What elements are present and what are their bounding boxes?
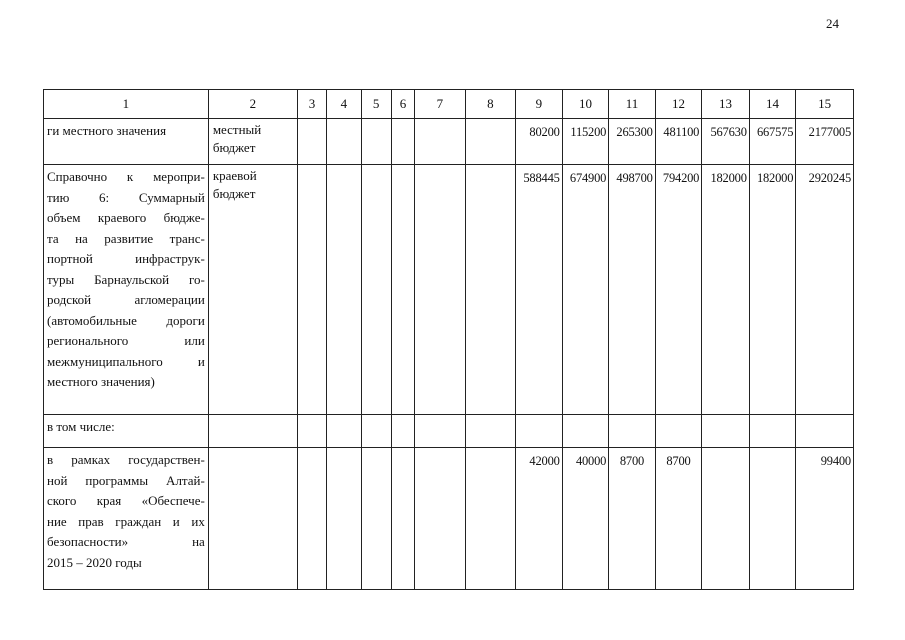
table-row [44,448,854,590]
value-cell: 8700 [609,448,656,590]
description-line: ной программы Алтай- [47,472,205,488]
budget-table [43,89,854,590]
value-cell: 265300 [609,119,656,165]
budget-source [208,415,297,448]
description-line: родской агломерации [47,292,205,307]
row-description [44,415,209,448]
value-cell: 2177005 [796,119,854,165]
description-line: та на развитие транс- [47,230,205,246]
row-description [44,119,209,165]
value-cell: 674900 [562,165,609,415]
description-line: местного значения) [47,374,155,389]
value-cell [749,415,796,448]
value-cell: 2920245 [796,165,854,415]
description-line: межмуниципального и [47,353,205,369]
budget-source: краевой бюджет [208,165,297,415]
page-number: 24 [826,16,839,31]
description-line: безопасности» на [47,534,205,549]
value-cell [796,415,854,448]
value-cell [749,448,796,590]
value-cell: 40000 [562,448,609,590]
row-description [44,165,209,415]
header-cell: 3 [297,90,326,119]
table-row [44,415,854,448]
description-line: ги местного значения [47,123,167,138]
value-cell [609,415,656,448]
header-cell: 4 [327,90,361,119]
description-line: ние прав граждан и их [47,513,205,529]
budget-source [208,448,297,590]
value-cell: 80200 [516,119,563,165]
header-cell: 6 [391,90,414,119]
header-cell: 15 [796,90,854,119]
value-cell [655,415,702,448]
description-line: Справочно к меропри- [47,169,205,184]
value-cell: 667575 [749,119,796,165]
value-cell: 794200 [655,165,702,415]
value-cell: 182000 [702,165,750,415]
value-cell: 588445 [516,165,563,415]
value-cell: 567630 [702,119,750,165]
header-cell: 1 [44,90,209,119]
header-cell: 2 [208,90,297,119]
header-cell: 12 [655,90,702,119]
value-cell [562,415,609,448]
value-cell [702,415,750,448]
budget-source: местный бюджет [208,119,297,165]
header-row [44,90,854,119]
description-line: объем краевого бюдже- [47,210,205,225]
description-line: ского края «Обеспече- [47,493,205,508]
header-cell: 9 [516,90,563,119]
table-row [44,165,854,415]
value-cell [516,415,563,448]
description-line: в том числе: [47,419,115,434]
description-line: туры Барнаульской го- [47,271,205,287]
description-line: (автомобильные дороги [47,312,205,328]
header-cell: 7 [415,90,466,119]
value-cell: 481100 [655,119,702,165]
value-cell: 8700 [655,448,702,590]
header-cell: 5 [361,90,391,119]
header-cell: 14 [749,90,796,119]
value-cell: 115200 [562,119,609,165]
value-cell: 182000 [749,165,796,415]
value-cell: 42000 [516,448,563,590]
value-cell: 498700 [609,165,656,415]
description-line: 2015 – 2020 годы [47,554,142,570]
description-line: регионального или [47,333,205,348]
header-cell: 10 [562,90,609,119]
table-row [44,119,854,165]
description-line: в рамках государствен- [47,452,205,467]
header-cell: 8 [465,90,516,119]
value-cell [702,448,750,590]
header-cell: 11 [609,90,656,119]
description-line: портной инфраструк- [47,251,205,266]
header-cell: 13 [702,90,750,119]
value-cell: 99400 [796,448,854,590]
description-line: тию 6: Суммарный [47,189,205,205]
row-description [44,448,209,590]
